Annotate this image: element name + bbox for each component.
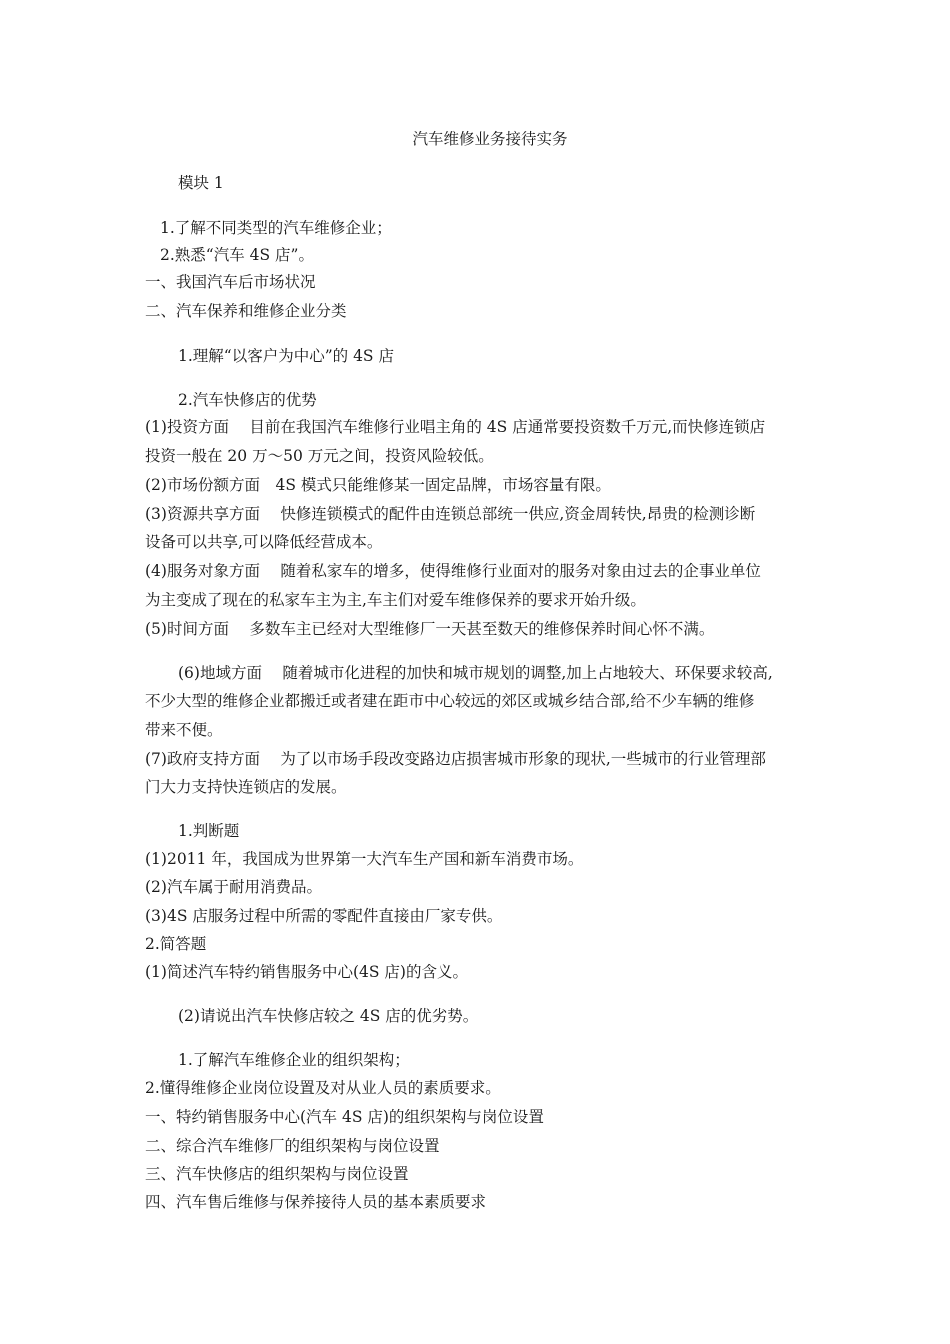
exercise-heading: 1.判断题: [178, 822, 240, 840]
module-heading: 模块 1: [178, 174, 224, 192]
text-line: (1)简述汽车特约销售服务中心(4S 店)的含义。: [145, 963, 468, 981]
text-line: 设备可以共享,可以降低经营成本。: [145, 533, 383, 551]
text-line: (1)投资方面 目前在我国汽车维修行业唱主角的 4S 店通常要投资数千万元,而快修连锁店: [145, 418, 766, 436]
text-line: 投资一般在 20 万～50 万元之间，投资风险较低。: [145, 447, 494, 465]
text-line: 2.汽车快修店的优势: [178, 391, 317, 409]
text-line: (2)请说出汽车快修店较之 4S 店的优劣势。: [178, 1007, 479, 1025]
text-line: 带来不便。: [145, 721, 223, 739]
text-line: 门大力支持快连锁店的发展。: [145, 778, 347, 796]
text-line: (3)资源共享方面 快修连锁模式的配件由连锁总部统一供应,资金周转快,昂贵的检测诊断: [145, 505, 756, 523]
section-heading: 一、特约销售服务中心(汽车 4S 店)的组织架构与岗位设置: [145, 1108, 544, 1126]
text-line: (2)汽车属于耐用消费品。: [145, 878, 322, 896]
text-line: (5)时间方面 多数车主已经对大型维修厂一天甚至数天的维修保养时间心怀不满。: [145, 620, 715, 638]
text-line: (4)服务对象方面 随着私家车的增多，使得维修行业面对的服务对象由过去的企事业单位: [145, 562, 761, 580]
text-line: 2.熟悉“汽车 4S 店”。: [160, 246, 314, 264]
text-line: 不少大型的维修企业都搬迁或者建在距市中心较远的郊区或城乡结合部,给不少车辆的维修: [145, 692, 755, 710]
section-heading: 三、汽车快修店的组织架构与岗位设置: [145, 1165, 409, 1183]
text-line: 为主变成了现在的私家车主为主,车主们对爱车维修保养的要求开始升级。: [145, 591, 646, 609]
exercise-heading: 2.简答题: [145, 935, 207, 953]
text-line: 1.了解汽车维修企业的组织架构；: [178, 1051, 410, 1069]
text-line: 1.理解“以客户为中心”的 4S 店: [178, 347, 394, 365]
text-line: 1.了解不同类型的汽车维修企业；: [160, 219, 392, 237]
section-heading: 二、汽车保养和维修企业分类: [145, 302, 347, 320]
section-heading: 一、我国汽车后市场状况: [145, 273, 316, 291]
text-line: 2.懂得维修企业岗位设置及对从业人员的素质要求。: [145, 1079, 501, 1097]
text-line: (6)地域方面 随着城市化进程的加快和城市规划的调整,加上占地较大、环保要求较高,: [178, 664, 773, 682]
section-heading: 四、汽车售后维修与保养接待人员的基本素质要求: [145, 1193, 487, 1211]
section-heading: 二、综合汽车维修厂的组织架构与岗位设置: [145, 1137, 440, 1155]
text-line: (3)4S 店服务过程中所需的零配件直接由厂家专供。: [145, 907, 503, 925]
text-line: (2)市场份额方面 4S 模式只能维修某一固定品牌，市场容量有限。: [145, 476, 611, 494]
document-title: 汽车维修业务接待实务: [412, 130, 568, 148]
text-line: (7)政府支持方面 为了以市场手段改变路边店损害城市形象的现状,一些城市的行业管理部: [145, 750, 766, 768]
text-line: (1)2011 年，我国成为世界第一大汽车生产国和新车消费市场。: [145, 850, 584, 868]
